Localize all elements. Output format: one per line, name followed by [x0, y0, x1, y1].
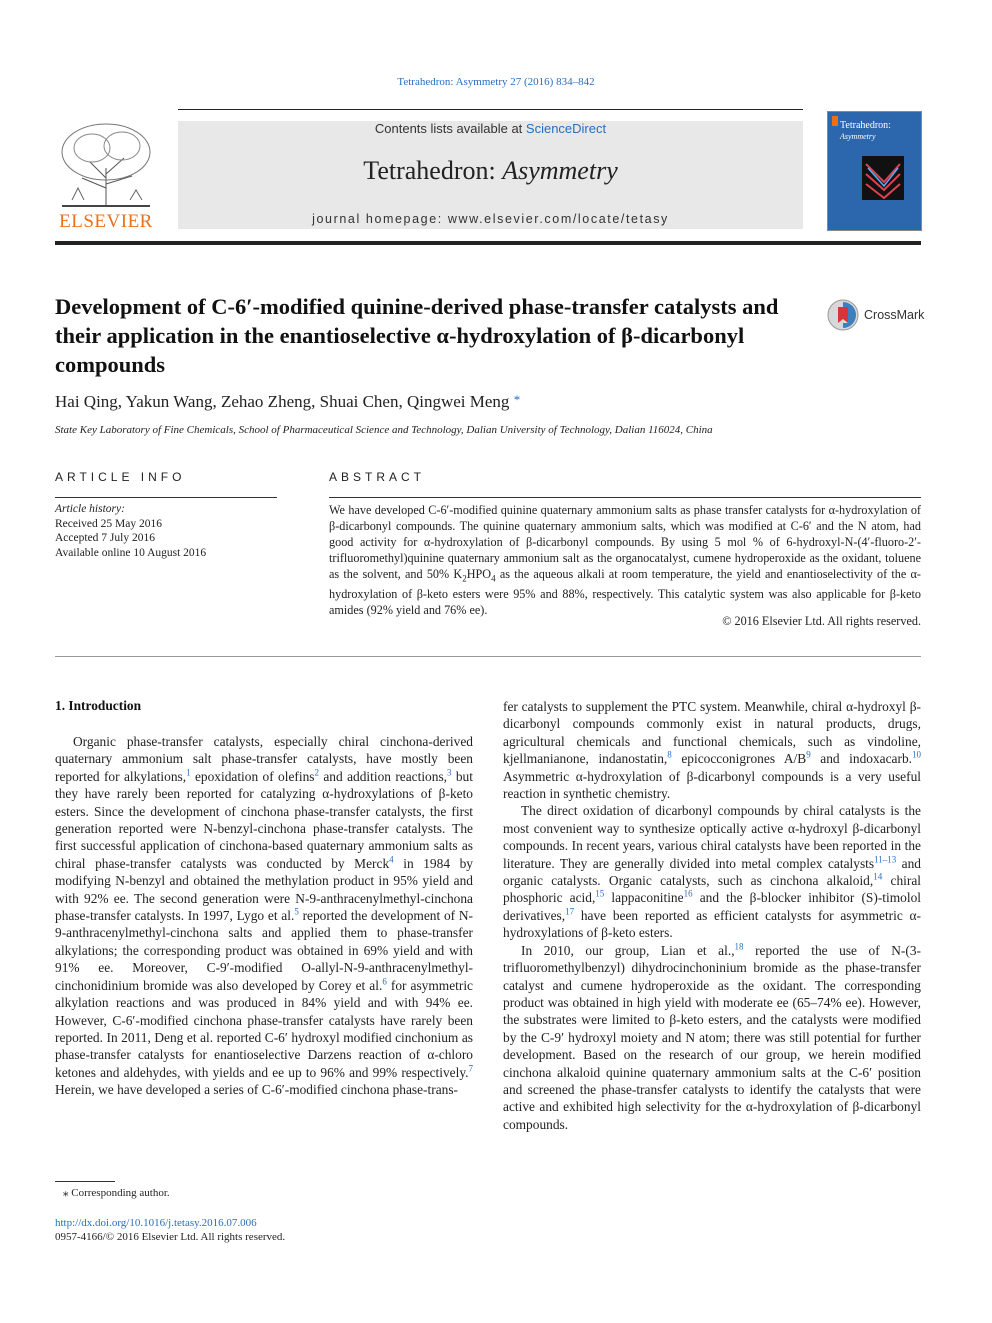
abstract-sub-4: 4	[491, 573, 496, 584]
sciencedirect-link[interactable]: ScienceDirect	[525, 121, 607, 136]
ref-3[interactable]: 3	[447, 767, 452, 778]
corresponding-author-footnote: ⁎ Corresponding author.	[63, 1187, 170, 1199]
crossmark-label: CrossMark	[864, 308, 925, 322]
text-run: In 2010, our group, Lian et al.,	[521, 942, 735, 958]
text-run: and addition reactions,	[319, 768, 447, 784]
text-run: but they have rarely been reported for catalyzing α-hydroxylations of β-keto esters. Since the development of cinchona phase-transfer catalysts, the first generation reported were N-benzyl-cinchona phase-transfer catalysts. The first successful application of cinchona-based quaternary ammonium salts as chiral phase-transfer catalysts was conducted by Merck	[55, 768, 473, 871]
text-run: Asymmetric α-hydroxylation of β-dicarbonyl compounds is a very useful reaction in synthetic chemistry.	[503, 768, 921, 802]
front-matter-rule	[55, 656, 921, 657]
contents-line	[178, 121, 803, 136]
ref-8[interactable]: 8	[667, 749, 672, 760]
journal-citation[interactable]: Tetrahedron: Asymmetry 27 (2016) 834–842	[397, 76, 595, 88]
crossmark-icon	[826, 298, 860, 332]
journal-homepage[interactable]: journal homepage: www.elsevier.com/locate/tetasy	[312, 212, 669, 226]
ref-1[interactable]: 1	[186, 767, 191, 778]
journal-cover[interactable]	[827, 111, 922, 231]
text-run: reported the use of N-(3-trifluoromethylbenzyl) dihydrocinchoninium bromide as the phase-transfer catalyst and cumene hydroperoxide as the oxidant. The corresponding product was obtained in high yield with moderate ee (65–74% ee). However, the substrates were limited to β-keto esters, and the catalysts were modified by the C-9′ hydroxyl moiety and N atom; there was still potential for further development. Based on the research of our group, we herein modified cinchona alkaloid quinine quaternary ammonium salts at the C-6′ position and screened the phase-transfer catalysts to identify the catalysts that were active and exhibited high selectivity for the α-hydroxylation of β-dicarbonyl compounds.	[503, 942, 921, 1132]
article-info-rule	[55, 497, 277, 498]
ref-9[interactable]: 9	[806, 749, 811, 760]
ref-4[interactable]: 4	[389, 854, 394, 865]
abstract-rule	[329, 497, 921, 498]
ref-6[interactable]: 6	[382, 976, 387, 987]
text-run: Herein, we have developed a series of C-6′-modified cinchona phase-trans-	[55, 1082, 459, 1098]
intro-paragraph-1	[55, 733, 473, 1099]
article-title: Development of C-6′-modified quinine-derived phase-transfer catalysts and their application in the enantioselective α-hydroxylation of β-dicarbonyl compounds	[55, 294, 779, 377]
header-rule	[178, 109, 803, 110]
text-run: The direct oxidation of dicarbonyl compounds by chiral catalysts is the most convenient way to synthesize optically active α-hydroxyl β-dicarbonyl compounds. In recent years, various chiral catalysts have been reported in the literature. They are generally divided into metal complex catalysts	[503, 803, 921, 871]
ref-5[interactable]: 5	[294, 906, 299, 917]
text-run: and indoxacarb.	[810, 751, 912, 767]
tree-icon	[52, 118, 160, 210]
ref-18[interactable]: 18	[734, 941, 744, 952]
text-run: have been reported as efficient catalysts for asymmetric α-hydroxylations of β-keto esters.	[503, 907, 921, 941]
abstract-part-3: as the aqueous alkali at room temperature, the yield and enantioselectivity of the α-hydroxylation of β-keto esters were 95% and 88%, respectively. This catalytic system was also applicable for β-keto amides (92% yield and 76% ee).	[329, 567, 921, 618]
intro-paragraph-2	[503, 802, 921, 941]
elsevier-logo[interactable]	[52, 118, 160, 233]
ref-11-13[interactable]: 11–13	[874, 854, 897, 865]
history-label: Article history:	[55, 503, 125, 515]
publisher-name: ELSEVIER	[59, 211, 153, 232]
text-run: Organic phase-transfer catalysts, especially chiral cinchona-derived quaternary ammonium salt phase-transfer catalysts, have mostly been reported for alkylations,	[55, 734, 473, 784]
affiliation: State Key Laboratory of Fine Chemicals, School of Pharmaceutical Science and Technology, Dalian University of Technology, Dalian 116024, China	[55, 424, 713, 436]
abstract-heading: ABSTRACT	[329, 470, 426, 484]
abstract-part-2: HPO	[466, 567, 492, 581]
issn-copyright: 0957-4166/© 2016 Elsevier Ltd. All rights reserved.	[55, 1231, 286, 1243]
ref-2[interactable]: 2	[314, 767, 319, 778]
received-date: Received 25 May 2016	[55, 517, 162, 530]
text-run: and the β-blocker inhibitor (S)-timolol derivatives,	[503, 890, 921, 923]
corresponding-author-mark[interactable]: *	[513, 392, 521, 407]
section-heading-introduction: 1. Introduction	[55, 698, 142, 713]
ref-16[interactable]: 16	[683, 889, 693, 899]
crossmark-badge[interactable]	[826, 298, 926, 334]
journal-title-main: Tetrahedron:	[363, 156, 503, 185]
text-run: in 1984 by modifying N-benzyl and obtained the methylation product in 95% yield and with 92% ee. The second generation were N-9-anthracenylmethyl-cinchona phase-transfer catalysts. In 1997, Lygo et al.	[55, 855, 473, 924]
ref-15[interactable]: 15	[595, 889, 605, 899]
text-run: epoxidation of olefins	[190, 768, 315, 784]
text-run: for asymmetric alkylation reactions and was produced in 84% yield and with 94% ee. However, C-6′-modified cinchona phase-transfer catalysts have rarely been reported. In 2011, Deng et al. reported C-6′ hydroxyl modified cinchonium as phase-transfer catalysts for enantioselective Darzens reaction of α-chloro ketones and aldehydes, with yields and ee up to 96% and 99% respectively.	[55, 977, 473, 1080]
journal-title	[178, 156, 803, 186]
doi-link[interactable]: http://dx.doi.org/10.1016/j.tetasy.2016.07.006	[55, 1217, 257, 1229]
abstract-text	[329, 502, 921, 618]
abstract-part-1: We have developed C-6′-modified quinine quaternary ammonium salts as phase transfer catalysts for α-hydroxylation of β-dicarbonyl compounds. The quinine quaternary ammonium salts, which was modified at C-6′ and the N atom, had good activity for α-hydroxylation of β-dicarbonyl compounds. By using 5 mol % of 6-hydroxyl-N-(4′-fluoro-2′-trifluoromethyl)quinine quaternary ammonium salt as the organocatalyst, cumene hydroperoxide as the oxidant, toluene as the solvent, and 50% K	[329, 503, 921, 581]
journal-title-italic: Asymmetry	[502, 156, 618, 185]
abstract-copyright: © 2016 Elsevier Ltd. All rights reserved.	[722, 614, 921, 628]
header-thick-rule	[55, 241, 921, 245]
article-history	[55, 502, 206, 560]
contents-prefix: Contents lists available at	[374, 121, 526, 136]
ref-14[interactable]: 14	[873, 871, 883, 882]
ref-10[interactable]: 10	[912, 749, 921, 760]
text-run: lappaconitine	[604, 890, 684, 906]
available-date: Available online 10 August 2016	[55, 546, 207, 559]
text-run: fer catalysts to supplement the PTC system. Meanwhile, chiral α-hydroxyl β-dicarbonyl compounds commonly exist in natural products, drugs, agricultural chemicals and functional chemicals, such as vindoline, kjellmanianone, indanostatin,	[503, 699, 921, 767]
footnote-rule	[55, 1181, 115, 1182]
body-column-left	[55, 733, 473, 1099]
cover-art-icon	[828, 112, 921, 230]
article-info-heading: ARTICLE INFO	[55, 470, 186, 484]
authors-text[interactable]: Hai Qing, Yakun Wang, Zehao Zheng, Shuai Chen, Qingwei Meng	[55, 392, 510, 411]
author-list	[55, 392, 520, 412]
body-column-right	[503, 698, 921, 1133]
intro-paragraph-1-cont	[503, 698, 921, 802]
ref-7[interactable]: 7	[468, 1063, 473, 1074]
intro-paragraph-3	[503, 942, 921, 1133]
text-run: reported the development of N-9-anthracenylmethyl-cinchona salts and applied them to phase-transfer alkylations; the corresponding product was obtained in 69% yield and with 91% ee. Moreover, C-9′-modified O-allyl-N-9-anthracenylmethyl-cinchonidinium bromide was also developed by Corey et al.	[55, 908, 473, 993]
accepted-date: Accepted 7 July 2016	[55, 532, 155, 544]
text-run: and organic catalysts. Organic catalysts, such as cinchona alkaloid,	[503, 855, 921, 889]
cover-title-sub: Asymmetry	[840, 132, 876, 141]
ref-17[interactable]: 17	[565, 906, 575, 917]
text-run: chiral phosphoric acid,	[503, 873, 921, 906]
text-run: epicocconigrones A/B	[671, 751, 807, 767]
abstract-sub-2: 2	[462, 573, 467, 584]
cover-title-main: Tetrahedron:	[840, 120, 891, 131]
